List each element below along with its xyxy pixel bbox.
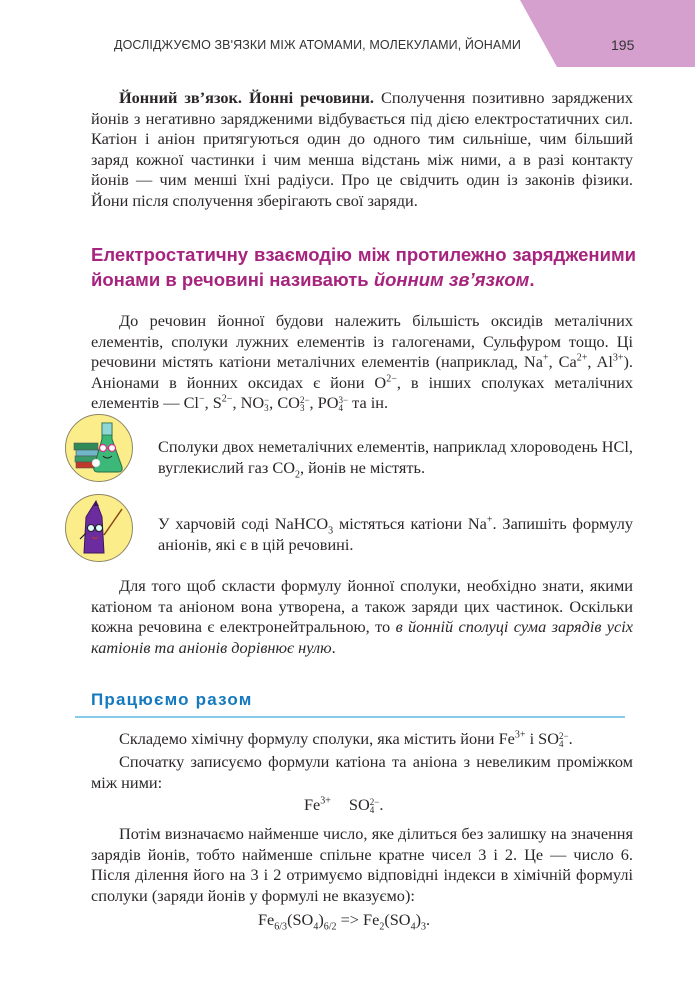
- arrow: =>: [336, 910, 364, 929]
- note-baking-soda-task: [158, 514, 633, 555]
- text: , CO: [269, 393, 300, 413]
- co3-index: 3: [299, 403, 305, 414]
- co3-charge: 2−: [299, 395, 310, 406]
- text: Потім визначаємо найменше число, яке ділиться без залишку на значення зарядів йонів, тобто найменше спільне кратне чисел 3 і 2. Це — число 6. Після ділення його на 3 і 2 отримуємо відповідні індекси в хімічній формулі сполуки (заряди йонів у формулі не вказуємо):: [91, 824, 633, 905]
- so4-inner-index: 4: [313, 921, 319, 933]
- definition-end: .: [529, 269, 535, 290]
- na-charge: +: [486, 514, 493, 526]
- ca-charge: 2+: [576, 352, 588, 364]
- text: , S: [204, 393, 222, 413]
- text: Для того щоб скласти формулу йонної сполуки, необхідно знати, якими катіоном та аніоном вона утворена, а також заряди цих частинок. Оскільки кожна речовина є електронейтральною, то: [91, 576, 633, 637]
- note-text: У харчовій соді NaHCO: [158, 514, 329, 533]
- section-title: Працюємо разом: [91, 690, 253, 709]
- text: .: [331, 637, 336, 657]
- text: та ін.: [348, 393, 389, 413]
- page-number-tab: [520, 0, 695, 67]
- so4-index: 4: [559, 739, 564, 749]
- no3-charge: −: [264, 395, 270, 406]
- text: і SO: [525, 729, 559, 748]
- al-charge: 3+: [612, 352, 624, 364]
- text: , Ca: [548, 352, 577, 372]
- text: , PO: [309, 393, 339, 413]
- so-symbol: SO: [348, 795, 370, 814]
- so4-index: 4: [369, 805, 375, 815]
- so4-index-raw: 6/2: [323, 921, 337, 933]
- text: Спочатку записуємо формули катіона та аніона з невеликим проміжком між ними:: [91, 752, 633, 792]
- ionic-substances-paragraph: [91, 311, 633, 414]
- text: , в інших сполуках металічних елементів — Cl: [91, 372, 633, 413]
- po4-index: 4: [338, 403, 343, 414]
- note-text: містяться катіони Na: [333, 514, 487, 533]
- so4-close: ): [415, 910, 421, 929]
- example-intro-paragraph: [91, 729, 633, 750]
- note-text: Сполуки двох неметалічних елементів, наприклад хлороводень HCl, вуглекислий газ CO: [158, 437, 633, 477]
- na-charge: +: [542, 352, 549, 364]
- rule-emphasis: в йонній сполуці сума зарядів усіх катіонів та аніонів дорівнює нулю: [91, 617, 633, 657]
- text: .: [425, 910, 431, 929]
- definition-text: Електростатичну взаємодію між протилежно зарядженими йонами в речовині називають: [91, 244, 636, 290]
- pencil-teacher-icon: [65, 494, 133, 562]
- so4-charge: 2−: [369, 797, 380, 807]
- s-charge: 2−: [221, 393, 233, 405]
- fe-charge: 3+: [514, 729, 526, 741]
- text: До речовин йонної будови належить більшість оксидів металічних елементів, сполуки лужних елементів із галогенами, Сульфуром тощо. Ці речовини містять катіони металічних елементів (наприклад, Na: [91, 311, 633, 372]
- intro-text: Сполучення позитивно заряджених йонів з негативно зарядженими відбувається під дією електростатичних сил. Катіон і аніон притягуються один до одного тим сильніше, чим більший заряд кожної частинки і чим менша відстань між ними, а в разі контакту йонів — чим менші їхні радіуси. Про це свідчить один із законів фізики. Йони після сполучення зберігають свої заряди.: [91, 88, 633, 210]
- ions-formula: [304, 795, 383, 815]
- definition-block: [91, 242, 636, 292]
- co2-index: 2: [294, 468, 300, 480]
- intro-paragraph: [91, 88, 633, 212]
- running-head: ДОСЛІДЖУЄМО ЗВ'ЯЗКИ МІЖ АТОМАМИ, МОЛЕКУЛАМИ, ЙОНАМИ: [114, 38, 521, 52]
- definition-term: йонним зв’язком: [373, 269, 530, 290]
- fe-symbol: Fe: [258, 910, 275, 929]
- fe-index-raw: 6/3: [274, 921, 288, 933]
- so4-scripts: [370, 798, 380, 814]
- so4-scripts: [559, 732, 569, 748]
- intro-lead: Йонний зв’язок. Йонні речовини.: [119, 88, 374, 107]
- note-text: . Запишіть формулу аніонів, які є в цій речовині.: [158, 514, 633, 554]
- fe-index: 2: [379, 921, 385, 933]
- so4-inner-index: 4: [410, 921, 416, 933]
- cl-charge: −: [198, 393, 205, 405]
- so4-charge: 2−: [559, 731, 569, 741]
- fe-charge: 3+: [320, 795, 331, 807]
- text: ). Аніонами в йонних оксидах є йони O: [91, 352, 633, 392]
- po4-charge: 3−: [338, 395, 349, 406]
- fe-symbol: Fe: [304, 795, 321, 814]
- section-divider: [75, 716, 625, 718]
- text: , NO: [232, 393, 265, 413]
- final-formula: [258, 910, 431, 933]
- page-number: 195: [611, 37, 635, 53]
- so4-index: 3: [420, 921, 426, 933]
- example-step1-paragraph: [91, 752, 633, 793]
- text: .: [379, 795, 384, 814]
- po4-scripts: [338, 396, 348, 412]
- note-nonmetal-compounds: [158, 437, 633, 478]
- text: Складемо хімічну формулу сполуки, яка містить йони Fe: [119, 729, 515, 748]
- o-charge: 2−: [386, 373, 397, 385]
- text: .: [568, 729, 573, 748]
- co3-scripts: [300, 396, 310, 412]
- formula-rule-paragraph: [91, 576, 633, 658]
- fe-symbol: Fe: [363, 910, 380, 929]
- flask-books-icon: [65, 414, 133, 482]
- note-text: , йонів не містять.: [299, 457, 426, 477]
- text: , Al: [587, 352, 613, 372]
- example-step2-paragraph: [91, 824, 633, 906]
- so4-close: ): [318, 910, 324, 929]
- so4-group: (SO: [287, 910, 314, 929]
- nahco3-index: 3: [328, 525, 334, 537]
- so4-group: (SO: [384, 910, 411, 929]
- no3-index: 3: [264, 403, 269, 414]
